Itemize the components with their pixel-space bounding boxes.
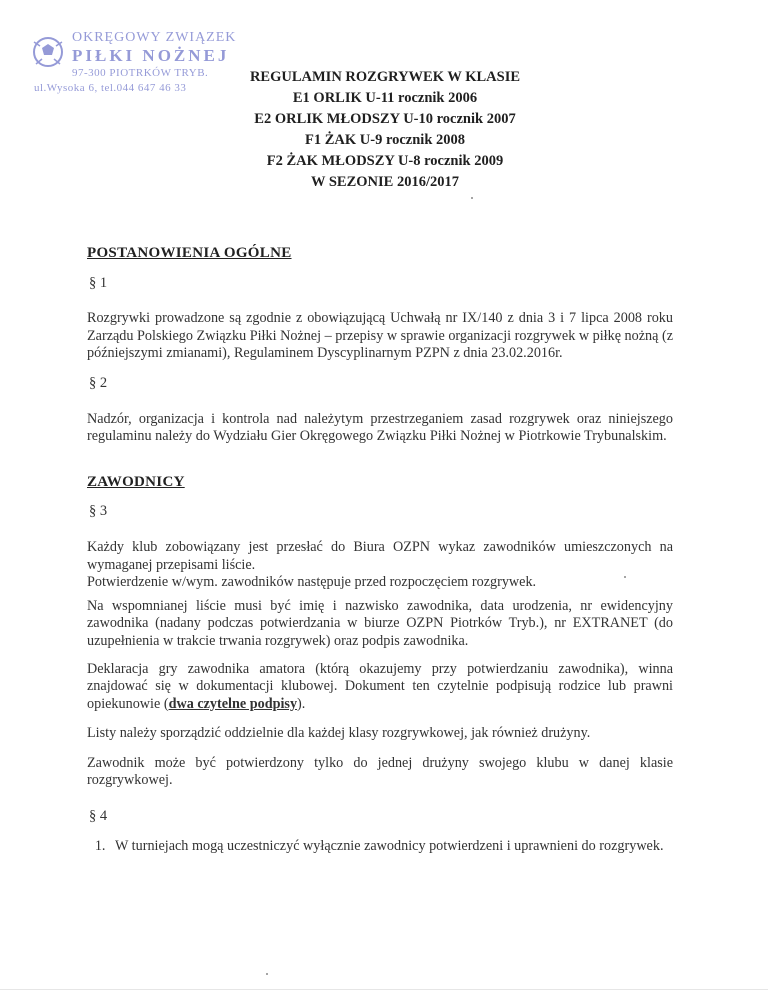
list-item: 1. W turniejach mogą uczestniczyć wyłącznie zawodnicy potwierdzeni i uprawnieni do rozgrywek. [109,838,673,856]
paragraph-3-text-2: Potwierdzenie w/wym. zawodników następuje przed rozpoczęciem rozgrywek. [87,574,537,591]
signatures-emphasis: dwa czytelne podpisy [168,695,298,712]
stamp-line-4: ul.Wysoka 6, tel.044 647 46 33 [34,82,187,94]
paragraph-3-text-5: Listy należy sporządzić oddzielnie dla każdej klasy rozgrywkowej, jak również drużyny. [87,725,591,742]
paragraph-sign-1: § 1 [89,274,108,291]
scan-speck [266,973,268,975]
paragraph-2-text: Nadzór, organizacja i kontrola nad należytym przestrzeganiem zasad rozgrywek oraz niniejszego regulaminu należy do Wydziału Gier Okręgowego Związku Piłki Nożnej w Piotrkowie Trybunalskim. [87,410,673,445]
paragraph-3-text-4 [87,661,673,714]
football-emblem-icon [30,34,66,70]
stamp-line-1: OKRĘGOWY ZWIĄZEK [72,30,237,45]
stamp-line-3: 97-300 PIOTRKÓW TRYB. [72,67,209,79]
title-line-2: E1 ORLIK U-11 rocznik 2006 [292,90,478,106]
ozpn-stamp [30,28,237,98]
scan-speck [624,576,626,578]
paragraph-sign-3: § 3 [89,503,108,520]
paragraph-4-list [87,838,673,856]
paragraph-3-text-3: Na wspomnianej liście musi być imię i nazwisko zawodnika, data urodzenia, nr ewidencyjny zawodnika (nadany podczas potwierdzania w biurze OZPN Piotrków Tryb.), nr EXTRANET (do uzupełnienia w trakcie trwania rozgrywek) oraz podpis zawodnika. [87,597,673,649]
stamp-line-2: PIŁKI NOŻNEJ [72,46,230,65]
title-line-4: F1 ŻAK U-9 rocznik 2008 [304,132,466,148]
document-title [215,67,555,193]
section-heading-players: ZAWODNICY [87,473,185,490]
title-line-3: E2 ORLIK MŁODSZY U-10 rocznik 2007 [254,111,516,127]
document-body [87,245,673,855]
title-line-6: W SEZONIE 2016/2017 [311,174,459,190]
paragraph-sign-2: § 2 [89,374,108,391]
paragraph-3-text-4-main: Deklaracja gry zawodnika amatora (którą okazujemy przy potwierdzaniu zawodnika), winna znajdować się w dokumentacji klubowej. Dokument ten czytelnie podpisują rodzice lub prawni opiekunowie ( [87,660,673,712]
paragraph-3-text-6: Zawodnik może być potwierdzony tylko do jednej drużyny swojego klubu w danej klasie rozgrywkowej. [87,754,673,789]
paragraph-3-text-4-end: ). [297,695,306,712]
paragraph-sign-4: § 4 [89,808,108,825]
scan-edge-line [0,989,768,990]
section-heading-general: POSTANOWIENIA OGÓLNE [87,245,292,261]
paragraph-1-text: Rozgrywki prowadzone są zgodnie z obowiązującą Uchwałą nr IX/140 z dnia 3 i 7 lipca 2008 roku Zarządu Polskiego Związku Piłki Nożnej – przepisy w sprawie organizacji rozgrywek w piłkę nożną (z późniejszymi zmianami), Regulaminem Dyscyplinarnym PZPN z dnia 23.02.2016r. [87,310,673,362]
scan-speck [471,197,473,199]
paragraph-3-text-1: Każdy klub zobowiązany jest przesłać do Biura OZPN wykaz zawodników umieszczonych na wymaganej przepisami liście. [87,538,673,573]
title-line-5: F2 ŻAK MŁODSZY U-8 rocznik 2009 [266,153,504,169]
title-line-1: REGULAMIN ROZGRYWEK W KLASIE [249,69,521,85]
